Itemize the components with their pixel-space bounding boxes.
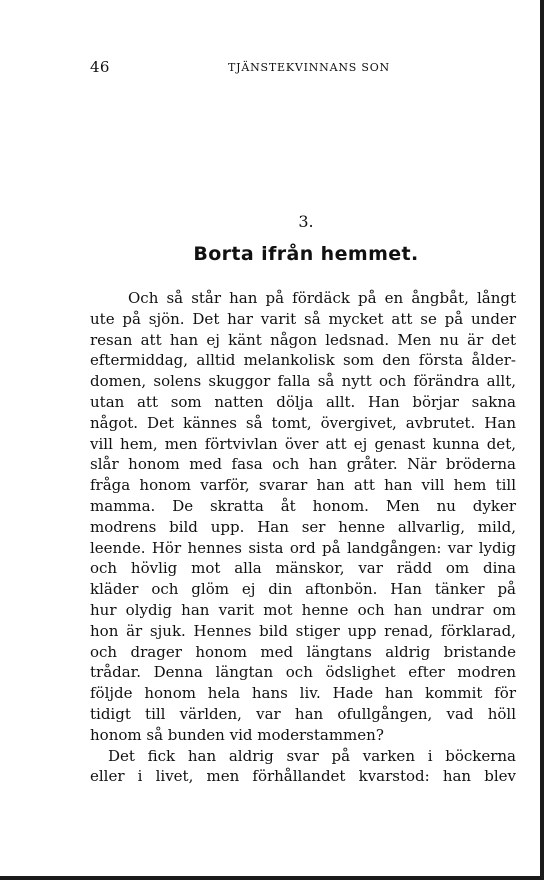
text-line: domen, solens skuggor falla så nytt och förändra allt, (90, 372, 516, 391)
page-edge-shadow (540, 0, 544, 880)
text-line: kläder och glöm ej din aftonbön. Han tänker på (90, 580, 516, 599)
text-line: slår honom med fasa och han gråter. När bröderna (90, 455, 516, 474)
text-line: hur olydig han varit mot henne och han undrar om (90, 600, 516, 619)
text-line: resan att han ej känt någon ledsnad. Men nu är det (90, 330, 516, 349)
running-head (0, 58, 540, 82)
text-line: mamma. De skratta åt honom. Men nu dyker (90, 496, 516, 515)
chapter-number: 3. (298, 212, 314, 231)
text-line: eftermiddag, alltid melankolisk som den första ålder- (90, 351, 516, 370)
text-line: ute på sjön. Det har varit så mycket att se på under (90, 309, 516, 328)
page-number: 46 (90, 58, 110, 76)
text-line: eller i livet, men förhållandet kvarstod: han blev (90, 767, 516, 786)
text-line: vill hem, men förtvivlan över att ej genast kunna det, (90, 434, 516, 453)
text-line: Och så står han på fördäck på en ångbåt, långt (128, 289, 516, 307)
text-line: honom så bunden vid moderstammen? (90, 725, 384, 744)
text-line: trådar. Denna längtan och ödslighet efter modren (90, 663, 516, 682)
text-line: Det fick han aldrig svar på varken i böckerna (108, 746, 516, 765)
text-line: och hövlig mot alla mänskor, var rädd om dina (90, 559, 516, 578)
text-line: leende. Hör hennes sista ord på landgången: var lydig (90, 538, 516, 557)
text-line: något. Det kännes så tomt, övergivet, avbrutet. Han (90, 413, 516, 432)
page-bottom-edge (0, 876, 544, 880)
chapter-title: Borta ifrån hemmet. (193, 243, 419, 265)
running-title: TJÄNSTEKVINNANS SON (228, 61, 390, 74)
text-line: och drager honom med längtans aldrig bristande (90, 642, 516, 661)
body-text (90, 288, 516, 787)
text-line: tidigt till världen, var han ofullgången, vad höll (90, 704, 516, 723)
text-line: modrens bild upp. Han ser henne allvarlig, mild, (90, 517, 516, 536)
text-line: hon är sjuk. Hennes bild stiger upp renad, förklarad, (90, 621, 516, 640)
text-line: utan att som natten dölja allt. Han börjar sakna (90, 392, 516, 411)
text-line: följde honom hela hans liv. Hade han kommit för (90, 684, 516, 703)
text-line: fråga honom varför, svarar han att han vill hem till (90, 476, 516, 495)
